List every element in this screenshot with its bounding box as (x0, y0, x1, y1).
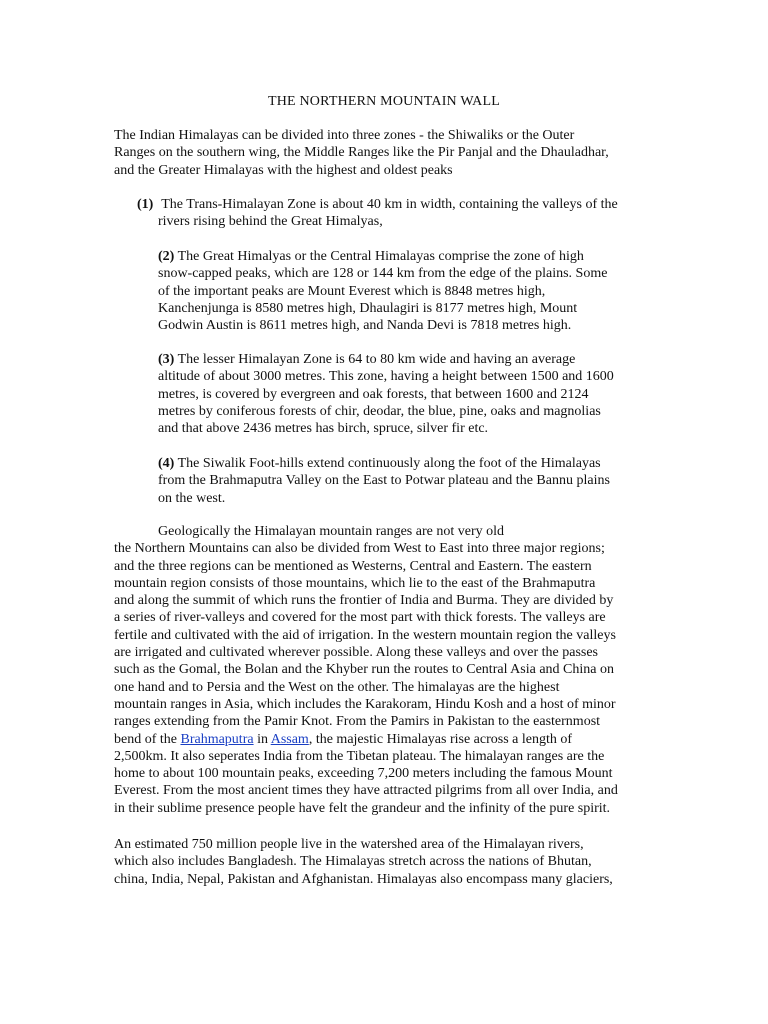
population-line: An estimated 750 million people live in the watershed area of the Himalayan rivers, (114, 837, 584, 852)
population-line: china, India, Nepal, Pakistan and Afghanistan. Himalayas also encompass many glaciers, (114, 871, 613, 887)
assam-link[interactable]: Assam (270, 731, 309, 747)
population-paragraph (114, 836, 659, 888)
zone-item-text: on the west. (158, 490, 226, 506)
zone-item-number: (1) (137, 197, 154, 212)
zone-item-line (158, 455, 658, 472)
zone-item-line (158, 351, 658, 368)
zone-item-text: The Siwalik Foot-hills extend continuously along the foot of the Himalayas (177, 456, 601, 471)
geology-text: bend of the (114, 731, 181, 747)
population-line: which also includes Bangladesh. The Himalayas stretch across the nations of Bhutan, (114, 854, 592, 870)
zone-item-text: Kanchenjunga is 8580 metres high, Dhaulagiri is 8177 metres high, Mount (158, 300, 578, 316)
geology-line: are irrigated and cultivated wherever possible. Along these valleys and over the passes (114, 645, 599, 661)
zone-item-text: The Great Himalyas or the Central Himalayas comprise the zone of high (177, 249, 584, 264)
zone-item-text: The lesser Himalayan Zone is 64 to 80 km wide and having an average (177, 352, 576, 367)
brahmaputra-link[interactable]: Brahmaputra (180, 731, 254, 747)
geology-line: one hand and to Persia and the West on the other. The himalayas are the highest (114, 679, 560, 695)
geology-line: Everest. From the most ancient times they have attracted pilgrims from all over India, and (114, 783, 618, 799)
intro-line: and the Greater Himalayas with the highest and oldest peaks (114, 162, 453, 178)
zone-item-2 (158, 248, 658, 334)
zone-item-text: rivers rising behind the Great Himalyas, (158, 214, 383, 230)
zone-item-1 (137, 196, 657, 231)
geology-link-line (114, 731, 659, 748)
geology-first-line: Geologically the Himalayan mountain ranges are not very old (158, 524, 505, 539)
zone-item-text: Godwin Austin is 8611 metres high, and Nanda Devi is 7818 metres high. (158, 318, 572, 334)
zone-item-text: of the important peaks are Mount Everest which is 8848 metres high, (158, 283, 546, 299)
zone-item-text: metres, is covered by evergreen and oak forests, that between 1600 and 2124 (158, 386, 589, 402)
page-title: THE NORTHERN MOUNTAIN WALL (267, 94, 500, 109)
intro-line: Ranges on the southern wing, the Middle Ranges like the Pir Panjal and the Dhauladhar, (114, 145, 609, 161)
intro-paragraph (114, 127, 654, 179)
geology-line: home to about 100 mountain peaks, exceeding 7,200 meters including the famous Mount (114, 766, 613, 782)
geology-line: and along the summit of which runs the frontier of India and Burma. They are divided by (114, 593, 614, 609)
zone-item-text: metres by coniferous forests of chir, deodar, the blue, pine, oaks and magnolias (158, 403, 601, 419)
zone-item-text: and that above 2436 metres has birch, spruce, silver fir etc. (158, 421, 489, 437)
zone-item-text: altitude of about 3000 metres. This zone, having a height between 1500 and 1600 (158, 369, 614, 385)
zone-item-text: snow-capped peaks, which are 128 or 144 km from the edge of the plains. Some (158, 266, 608, 282)
geology-text: in (253, 731, 271, 747)
geology-line: 2,500km. It also seperates India from the Tibetan plateau. The himalayan ranges are the (114, 748, 605, 764)
intro-line: The Indian Himalayas can be divided into three zones - the Shiwaliks or the Outer (114, 128, 575, 143)
zone-item-text: from the Brahmaputra Valley on the East to Potwar plateau and the Bannu plains (158, 473, 610, 489)
geology-line: in their sublime presence people have felt the grandeur and the infinity of the pure spirit. (114, 800, 611, 816)
zone-item-number: (4) (158, 456, 175, 471)
zone-item-number: (3) (158, 352, 175, 367)
geology-line: mountain region consists of those mountains, which lie to the east of the Brahmaputra (114, 575, 596, 591)
zone-item-text: The Trans-Himalayan Zone is about 40 km in width, containing the valleys of the (161, 197, 618, 212)
geology-line: ranges extending from the Pamir Knot. From the Pamirs in Pakistan to the easternmost (114, 714, 601, 730)
geology-line: fertile and cultivated with the aid of irrigation. In the western mountain region the valleys (114, 627, 616, 643)
zone-item-line (137, 196, 657, 213)
geology-text: , the majestic Himalayas rise across a length of (308, 731, 573, 747)
geology-paragraph (114, 523, 659, 817)
zone-item-number: (2) (158, 249, 175, 264)
zone-item-line (158, 248, 658, 265)
geology-line: mountain ranges in Asia, which includes the Karakoram, Hindu Kosh and a host of minor (114, 696, 616, 712)
geology-line: the Northern Mountains can also be divided from West to East into three major regions; (114, 541, 605, 557)
geology-line: such as the Gomal, the Bolan and the Khyber run the routes to Central Asia and China on (114, 662, 615, 678)
zone-item-4 (158, 455, 658, 507)
zone-item-3 (158, 351, 658, 437)
geology-line: a series of river-valleys and covered for the most part with thick forests. The valleys are (114, 610, 606, 626)
geology-line: and the three regions can be mentioned as Westerns, Central and Eastern. The eastern (114, 558, 592, 574)
